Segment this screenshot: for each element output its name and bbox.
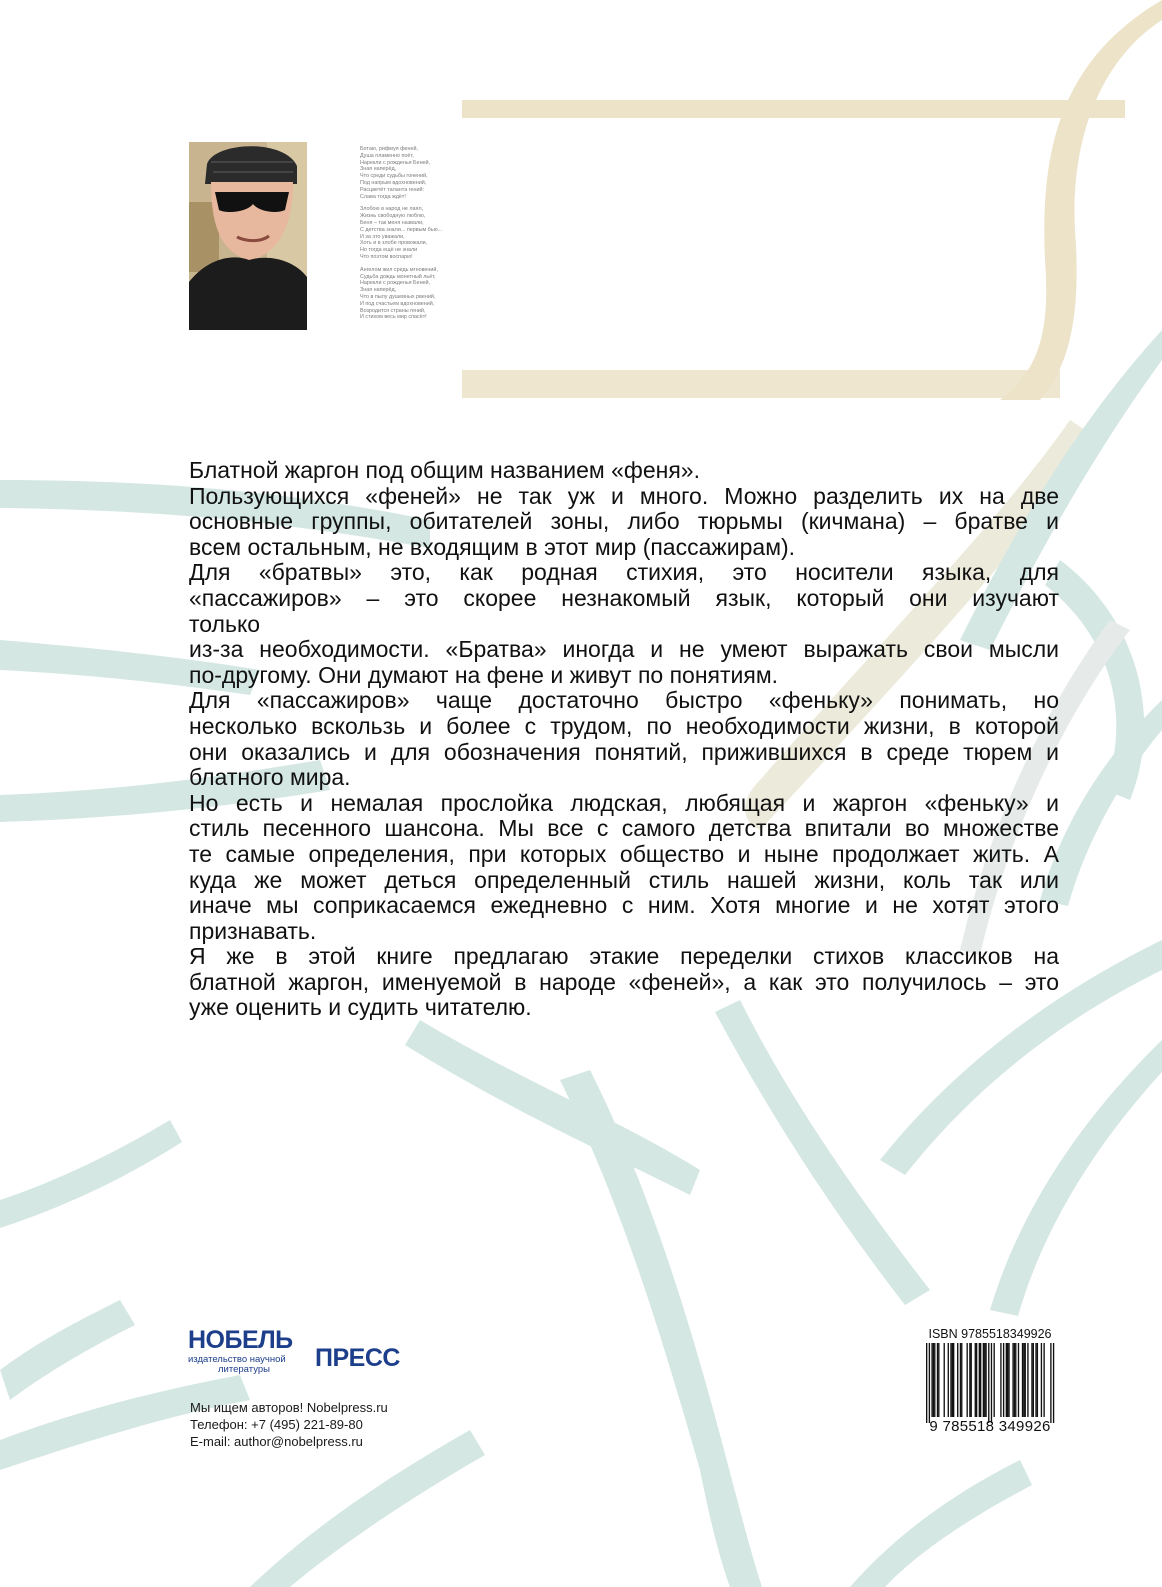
- barcode-bar: [994, 1343, 995, 1417]
- logo-tagline: издательство научной: [188, 1354, 286, 1365]
- poem-line: Расцветёт таланта гений:: [360, 186, 425, 193]
- annotation-line: Для «пассажиров» чаще достаточно быстро «феньку» понимать, но: [189, 687, 1059, 714]
- barcode-bar: [1027, 1343, 1028, 1417]
- barcode-bar: [983, 1343, 984, 1417]
- annotation-line: по-другому. Они думают на фене и живут по понятиям.: [189, 661, 779, 688]
- isbn-label: ISBN 9785518349926: [928, 1327, 1052, 1341]
- poem-line: Что среди судьбы гонений,: [360, 173, 428, 180]
- poem-line: Злобою в народ не лаял,: [360, 206, 424, 213]
- poem-line: Под напрым вдохновений,: [360, 179, 427, 186]
- barcode-bar: [1022, 1343, 1023, 1417]
- annotation-text: [189, 458, 1059, 1021]
- logo-word-press: ПРЕСС: [315, 1344, 400, 1372]
- annotation-line: блатной жаргон, именуемой в народе «феней», а как это получилось – это: [189, 968, 1059, 995]
- poem-stanza-2: [360, 206, 470, 260]
- poem-line: Хоть и в злобе провожали,: [360, 240, 428, 247]
- poem-line: Возродится страны гений,: [360, 307, 426, 314]
- barcode-bar: [1007, 1343, 1008, 1417]
- annotation-line: «пассажиров» – это скорее незнакомый язык, который они изучают: [189, 584, 1059, 611]
- barcode-bar: [976, 1343, 977, 1417]
- barcode-bar: [961, 1343, 962, 1417]
- barcode-bar: [938, 1343, 939, 1417]
- barcode-bar: [1033, 1343, 1034, 1417]
- barcode-bar: [1000, 1343, 1001, 1417]
- barcode-bar: [1014, 1343, 1015, 1417]
- contact-line: E-mail: author@nobelpress.ru: [190, 1434, 363, 1449]
- annotation-line: те самые определения, при которых общество и ныне продолжает жить. А: [189, 840, 1059, 867]
- annotation-line: только: [189, 610, 261, 637]
- logo-tagline: литературы: [218, 1364, 270, 1375]
- annotation-line: они оказались и для обозначения понятий, прижившихся в среде тюрем и: [189, 738, 1059, 765]
- barcode-bar: [1041, 1343, 1042, 1417]
- annotation-line: Я же в этой книге предлагаю этакие переделки стихов классиков на: [189, 943, 1059, 970]
- barcode-bar: [931, 1343, 932, 1417]
- poem-line: Жизнь свободную люблю,: [360, 213, 426, 220]
- poem-line: Беня – так меня назвали,: [360, 219, 424, 226]
- publisher-contacts: [190, 1399, 388, 1450]
- poem-line: И за это уважали,: [360, 233, 405, 240]
- barcode-bar: [934, 1343, 935, 1417]
- barcode-bar: [985, 1343, 986, 1417]
- poem-line: Что в пылу душевных рвений,: [360, 293, 436, 300]
- barcode-bar: [948, 1343, 949, 1417]
- barcode-bar: [1015, 1343, 1016, 1417]
- barcode-bar: [960, 1343, 961, 1417]
- poem-line: Ангелом жил средь мгновений,: [360, 266, 438, 273]
- annotation-line: Блатной жаргон под общим названием «феня».: [189, 457, 700, 483]
- annotation-line: несколько вскользь и более с трудом, по необходимости жизни, в которой: [189, 712, 1059, 739]
- poem-line: Зная наперёд,: [360, 166, 397, 173]
- barcode-bar: [971, 1343, 972, 1417]
- barcode-bar: [979, 1343, 980, 1417]
- barcode-bar: [1043, 1343, 1044, 1417]
- poem-line: И стихом весь мир спасёт!: [360, 314, 427, 321]
- barcode-bar: [969, 1343, 970, 1417]
- isbn-barcode-digits: 9 785518 349926: [929, 1418, 1051, 1435]
- barcode-bar: [1053, 1343, 1054, 1423]
- barcode-bar: [1012, 1343, 1013, 1417]
- isbn-barcode: [912, 1327, 1068, 1439]
- poem: [360, 146, 470, 327]
- barcode-bar: [991, 1343, 992, 1423]
- poem-line: Нарекли с рожденья Беней,: [360, 280, 431, 287]
- barcode-bar: [975, 1343, 976, 1417]
- annotation-line: признавать.: [189, 917, 317, 944]
- poem-line: С детства знали... первым бью...: [360, 226, 443, 233]
- contact-line: Телефон: +7 (495) 221-89-80: [190, 1417, 363, 1432]
- barcode-bar: [953, 1343, 954, 1417]
- author-portrait-image: [189, 142, 307, 330]
- publisher-logo: [188, 1326, 418, 1376]
- barcode-bar: [937, 1343, 938, 1417]
- poem-line: И под счастьем вдохновений,: [360, 300, 435, 307]
- barcode-bar: [1031, 1343, 1032, 1417]
- annotation-line: блатного мира.: [189, 764, 351, 791]
- contact-line: Мы ищем авторов! Nobelpress.ru: [190, 1400, 388, 1415]
- barcode-bar: [984, 1343, 985, 1417]
- author-photo: [189, 142, 307, 330]
- annotation-line: Пользующихся «феней» не так уж и много. Можно разделить их на две: [189, 482, 1059, 509]
- poem-stanza-1: [360, 146, 470, 200]
- barcode-bar: [1018, 1343, 1019, 1417]
- barcode-bar: [980, 1343, 981, 1417]
- poem-line: Нарекли с рожденья Беней,: [360, 159, 431, 166]
- barcode-bar: [950, 1343, 951, 1417]
- barcode-bar: [1003, 1343, 1004, 1417]
- poem-line: Душа пламенно поёт,: [360, 152, 414, 159]
- barcode-bar: [1035, 1343, 1036, 1417]
- poem-stanza-3: [360, 267, 470, 321]
- poem-line: Зная наперёд,: [360, 287, 397, 294]
- logo-word-nobel: НОБЕЛЬ: [188, 1326, 293, 1354]
- barcode-bar: [967, 1343, 968, 1417]
- poem-line: Но тогда ещё не знали: [360, 247, 418, 254]
- barcode-bar: [952, 1343, 953, 1417]
- poem-line: Ботаю, рифмуя феней,: [360, 146, 419, 152]
- barcode-bar: [1008, 1343, 1009, 1417]
- barcode-bar: [988, 1343, 989, 1423]
- poem-line: Что поэтом воспарю!: [360, 253, 413, 260]
- annotation-line: уже оценить и судить читателю.: [189, 994, 532, 1021]
- barcode-bar: [1037, 1343, 1038, 1417]
- barcode-bar: [1023, 1343, 1024, 1417]
- annotation-line: Но есть и немалая прослойка людская, любящая и жаргон «феньку» и: [189, 789, 1059, 816]
- annotation-line: стиль песенного шансона. Мы все с самого детства впитали во множестве: [189, 815, 1059, 842]
- barcode-bar: [1006, 1343, 1007, 1417]
- barcode-bar: [926, 1343, 927, 1423]
- annotation-line: из-за необходимости. «Братва» иногда и не умеют выражать свои мысли: [189, 636, 1059, 663]
- annotation-line: Для «братвы» это, как родная стихия, это носители языка, для: [189, 559, 1059, 586]
- annotation-line: иначе мы соприкасаемся ежедневно с ним. Хотя многие и не хотят этого: [189, 892, 1059, 919]
- poem-line: Судьба дождь монетный льёт,: [360, 273, 436, 280]
- barcode-bar: [1025, 1343, 1026, 1417]
- barcode-bar: [944, 1343, 945, 1417]
- barcode-bar: [1050, 1343, 1051, 1423]
- annotation-line: основные группы, обитателей зоны, либо тюрьмы (кичмана) – братве и: [189, 508, 1059, 535]
- annotation-line: всем остальным, не входящим в этот мир (пассажирам).: [189, 533, 796, 560]
- barcode-bar: [957, 1343, 958, 1417]
- barcode-bar: [933, 1343, 934, 1417]
- poem-line: Слава тогда ждёт!: [360, 193, 406, 200]
- barcode-bar: [929, 1343, 930, 1423]
- annotation-line: куда же может деться определенный стиль нашей жизни, коль так или: [189, 866, 1059, 893]
